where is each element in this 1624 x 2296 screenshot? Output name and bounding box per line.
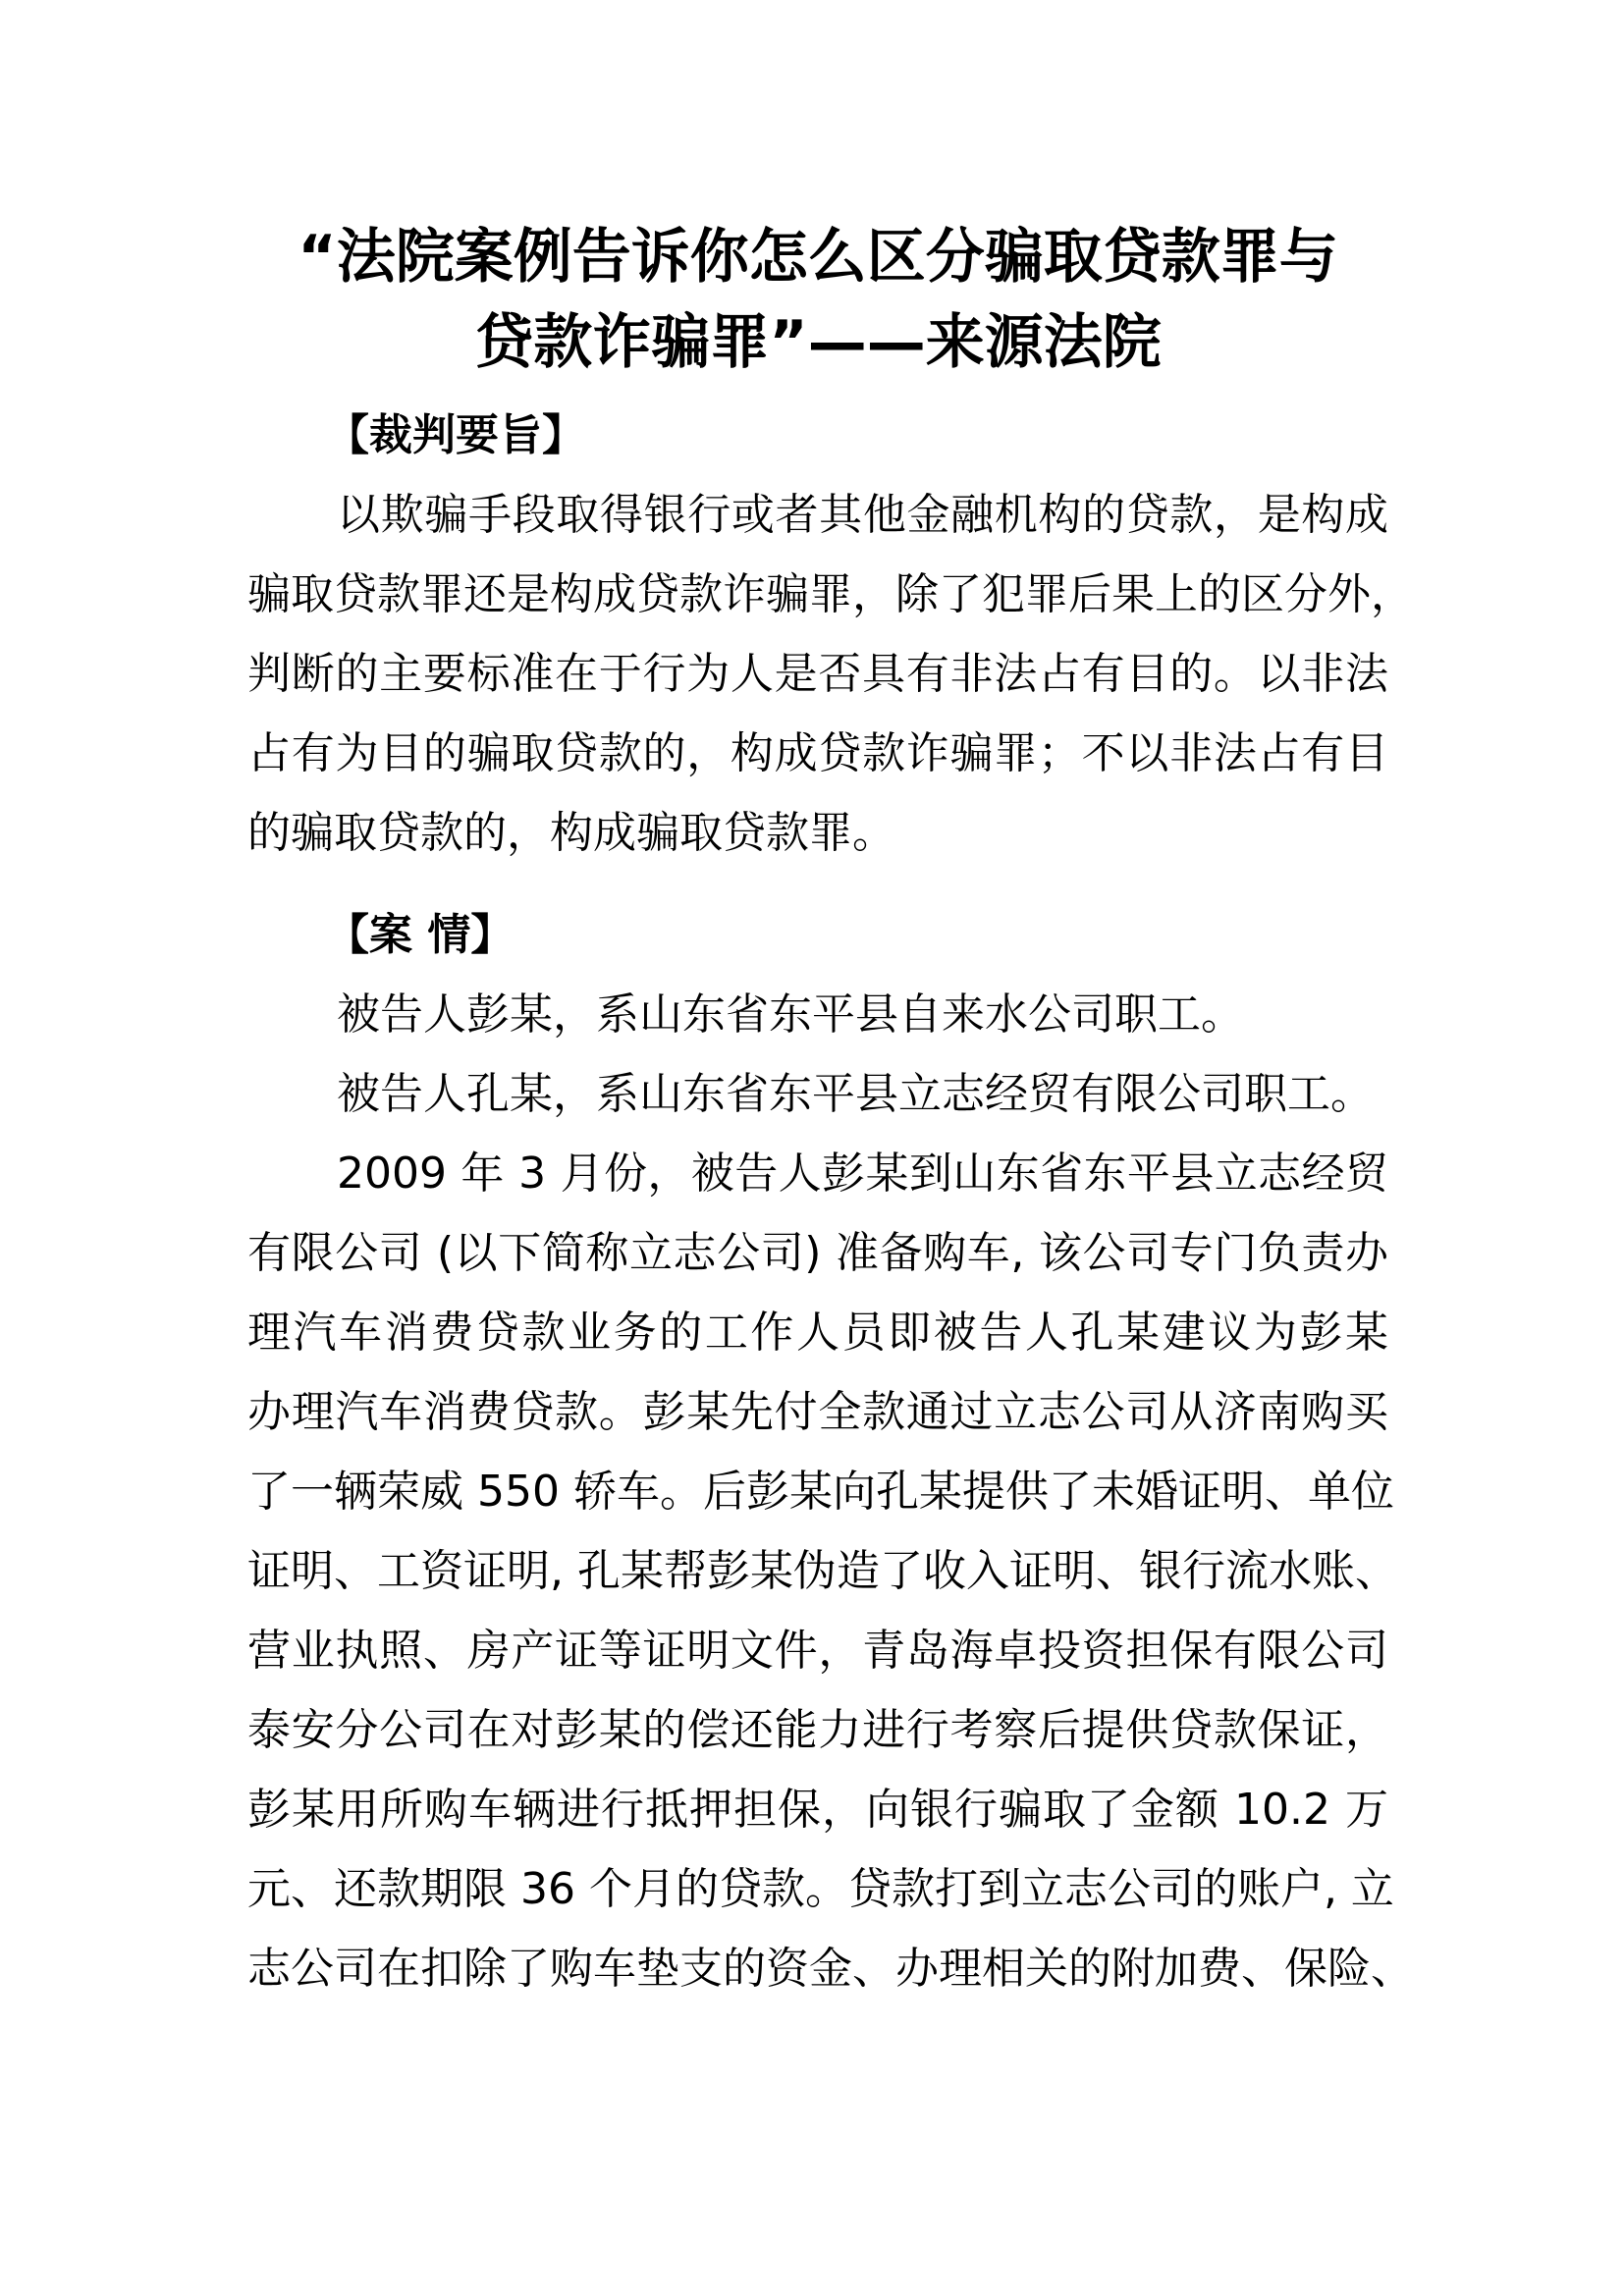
document-title-line: “法院案例告诉你怎么区分骗取贷款罪与 bbox=[298, 223, 1338, 292]
section-heading: 【案 情】 bbox=[326, 910, 514, 960]
paragraph-line: 泰安分公司在对彭某的偿还能力进行考察后提供贷款保证， bbox=[247, 1705, 1388, 1755]
paragraph-line: 占有为目的骗取贷款的，构成贷款诈骗罪；不以非法占有目 bbox=[247, 728, 1388, 778]
paragraph-line: 有限公司 (以下简称立志公司) 准备购车, 该公司专门负责办 bbox=[247, 1228, 1388, 1278]
paragraph-line: 了一辆荣威 550 轿车。后彭某向孔某提供了未婚证明、单位 bbox=[247, 1467, 1394, 1517]
paragraph-line: 志公司在扣除了购车垫支的资金、办理相关的附加费、保险、 bbox=[247, 1944, 1414, 1994]
paragraph-line: 判断的主要标准在于行为人是否具有非法占有目的。以非法 bbox=[247, 649, 1388, 699]
document-title-line: 贷款诈骗罪”——来源法院 bbox=[474, 308, 1162, 377]
paragraph-line: 彭某用所购车辆进行抵押担保，向银行骗取了金额 10.2 万 bbox=[247, 1785, 1388, 1835]
section-heading: 【裁判要旨】 bbox=[326, 410, 585, 460]
document-page bbox=[247, 215, 1414, 2008]
paragraph-line: 营业执照、房产证等证明文件，青岛海卓投资担保有限公司 bbox=[247, 1626, 1388, 1676]
paragraph-line: 以欺骗手段取得银行或者其他金融机构的贷款，是构成 bbox=[337, 490, 1388, 540]
paragraph-line: 的骗取贷款的，构成骗取贷款罪。 bbox=[247, 808, 895, 858]
paragraph-line: 骗取贷款罪还是构成贷款诈骗罪，除了犯罪后果上的区分外， bbox=[247, 569, 1414, 619]
paragraph-line: 被告人彭某，系山东省东平县自来水公司职工。 bbox=[337, 989, 1244, 1040]
paragraph-line: 元、还款期限 36 个月的贷款。贷款打到立志公司的账户, 立 bbox=[247, 1864, 1394, 1914]
paragraph-line: 被告人孔某，系山东省东平县立志经贸有限公司职工。 bbox=[337, 1069, 1374, 1119]
paragraph-line: 办理汽车消费贷款。彭某先付全款通过立志公司从济南购买 bbox=[247, 1387, 1388, 1437]
paragraph-line: 理汽车消费贷款业务的工作人员即被告人孔某建议为彭某 bbox=[247, 1308, 1388, 1358]
paragraph-line: 证明、工资证明, 孔某帮彭某伪造了收入证明、银行流水账、 bbox=[247, 1546, 1398, 1596]
paragraph-line: 2009 年 3 月份，被告人彭某到山东省东平县立志经贸 bbox=[337, 1148, 1388, 1199]
